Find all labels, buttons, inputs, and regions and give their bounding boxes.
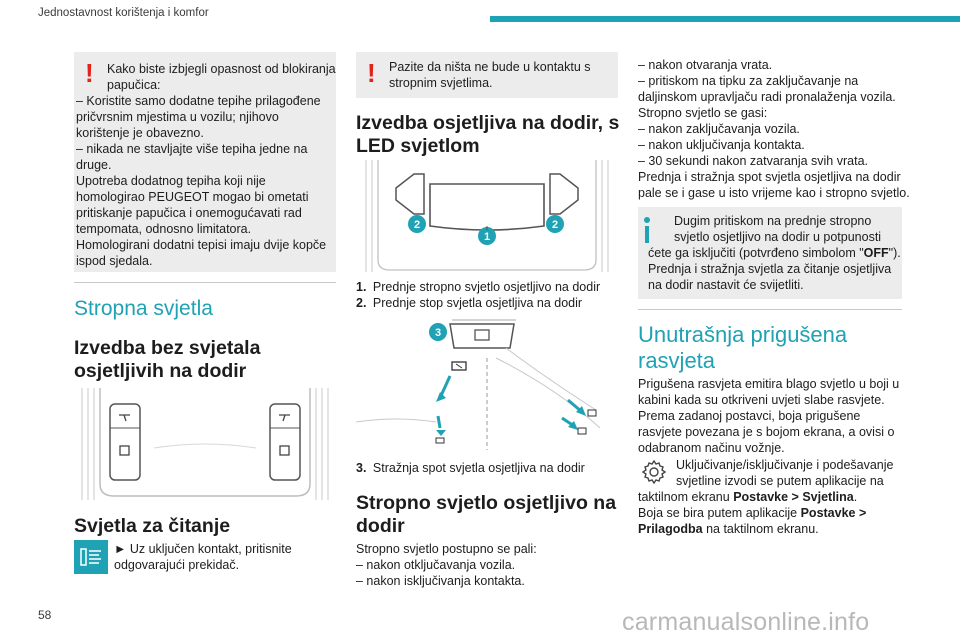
info-text: ćete ga isključiti (potvrđeno simbolom " [648, 246, 864, 260]
title-line: Unutrašnja prigušena [638, 322, 848, 347]
figure-ceiling-console-buttons [74, 388, 336, 500]
figure-front-touch-console [356, 160, 618, 272]
exclamation-icon: ! [85, 58, 94, 88]
legend-item-2 [356, 295, 582, 311]
info-icon [644, 217, 650, 241]
paragraph-line: – 30 sekundi nakon zatvaranja svih vrata. [638, 154, 868, 168]
legend-number: 1. [356, 280, 367, 294]
heading-line: Izvedba bez svjetala [74, 337, 261, 359]
reading-light-icon [74, 540, 108, 574]
legend-item-1 [356, 279, 600, 295]
warning-box-floor-mats [74, 52, 336, 272]
legend-number: 3. [356, 461, 367, 475]
info-line [648, 245, 901, 261]
paragraph-line: – nakon uključivanja kontakta. [638, 138, 805, 152]
ceiling-light-on-conditions [356, 541, 537, 589]
paragraph-line: pale se i gase u isto vrijeme kao i stropno svjetlo. [638, 186, 910, 200]
paragraph-line: svjetline izvodi se putem aplikacije na [676, 474, 884, 488]
exclamation-icon: ! [367, 58, 376, 88]
warning-box-contact [356, 52, 618, 98]
section-title-ceiling-lights: Stropna svjetla [74, 297, 213, 320]
warning-line: Pazite da ništa ne bude u kontaktu s [389, 60, 591, 74]
reading-instruction [114, 541, 292, 573]
heading-line: Stropno svjetlo osjetljivo na [356, 492, 617, 514]
callout-3: 3 [434, 327, 442, 339]
heading-touch-led-version [356, 112, 619, 158]
off-symbol-text: OFF [863, 246, 889, 260]
menu-path-brightness: Postavke > Svjetlina [733, 490, 854, 504]
paragraph-line: Prednja i stražnja spot svjetla osjetljiva na dodir [638, 170, 901, 184]
paragraph-line [638, 489, 908, 505]
legend-text: Stražnja spot svjetla osjetljiva na dodir [372, 461, 585, 475]
paragraph-line: Prigušena rasvjeta emitira blago svjetlo u boji u [638, 377, 900, 391]
divider [638, 309, 902, 310]
instruction-line: odgovarajući prekidač. [114, 558, 240, 572]
instruction-line: ► Uz uključen kontakt, pritisnite [114, 542, 292, 556]
paragraph-line: Prema zadanoj postavci, boja prigušene [638, 409, 861, 423]
divider [74, 282, 336, 283]
heading-line: osjetljivih na dodir [74, 360, 247, 382]
text: na taktilnom ekranu. [702, 522, 819, 536]
paragraph-line: Stropno svjetlo se gasi: [638, 106, 768, 120]
paragraph-line: – nakon otvaranja vrata. [638, 58, 773, 72]
legend-text: Prednje stop svjetla osjetljiva na dodir [372, 296, 583, 310]
heading-line: dodir [356, 515, 405, 537]
warning-line: ispod sjedala. [76, 254, 153, 268]
warning-line: Homologirani dodatni tepisi imaju dvije kopče [76, 238, 327, 252]
info-line: Dugim pritiskom na prednje stropno [674, 214, 872, 228]
warning-line: – Koristite samo dodatne tepihe prilagođene [76, 94, 321, 108]
paragraph-line [638, 521, 908, 537]
info-line: na dodir nastavit će svijetliti. [648, 278, 804, 292]
paragraph-line: – nakon otključavanja vozila. [356, 558, 516, 572]
menu-path-customization: Prilagodba [638, 522, 703, 536]
heading-line: LED svjetlom [356, 135, 480, 157]
legend-item-3 [356, 460, 585, 476]
warning-line: stropnim svjetlima. [389, 76, 493, 90]
paragraph-line: rasvjete povezana je s bojom ekrana, a ovisi o [638, 425, 895, 439]
paragraph-line: odabranom načinu vožnje. [638, 441, 785, 455]
heading-reading-lights: Svjetla za čitanje [74, 515, 231, 537]
header-accent-bar [490, 16, 960, 22]
legend-text: Prednje stropno svjetlo osjetljivo na dodir [372, 280, 601, 294]
ambient-lighting-description [638, 376, 899, 456]
text: . [853, 490, 858, 504]
warning-line: tempomata, odnosno limitatora. [76, 222, 252, 236]
paragraph-line: kabini kada su otkriveni uvjeti slabe rasvjete. [638, 393, 885, 407]
menu-path-settings: Postavke > [800, 506, 867, 520]
warning-line: pritiskanje papučica i onemogućavati rad [76, 206, 302, 220]
callout-1: 1 [483, 231, 491, 243]
warning-line: homologirao PEUGEOT mogao bi ometati [76, 190, 309, 204]
figure-rear-spot-lights [356, 318, 618, 450]
warning-line: druge. [76, 158, 112, 172]
heading-non-touch-version [74, 337, 260, 383]
callout-2-right: 2 [551, 219, 559, 231]
page-number: 58 [38, 608, 52, 622]
ceiling-light-conditions-continued [638, 57, 910, 201]
paragraph-line [638, 505, 908, 521]
paragraph-line: daljinskom upravljaču radi pronalaženja vozila. [638, 90, 896, 104]
warning-line: – nikada ne stavljajte više tepiha jedne na [76, 142, 308, 156]
heading-line: Izvedba osjetljiva na dodir, s [356, 112, 620, 134]
paragraph-line: – nakon zaključavanja vozila. [638, 122, 800, 136]
warning-line: papučica: [107, 78, 161, 92]
warning-line: korištenje je obavezno. [76, 126, 204, 140]
warning-line: pričvrsnim mjestima u vozilu; njihovo [76, 110, 279, 124]
watermark: carmanualsonline.info [622, 608, 870, 636]
callout-2-left: 2 [413, 219, 421, 231]
paragraph-line: – nakon isključivanja kontakta. [356, 574, 525, 588]
running-header: Jednostavnost korištenja i komfor [38, 7, 209, 19]
text: Boja se bira putem aplikacije [638, 506, 801, 520]
text: taktilnom ekranu [638, 490, 734, 504]
paragraph-line: – pritiskom na tipku za zaključavanje na [638, 74, 859, 88]
warning-line: Kako biste izbjegli opasnost od blokiranja [107, 62, 336, 76]
section-title-ambient-lighting [638, 322, 847, 374]
heading-touch-ceiling-light [356, 492, 616, 538]
info-box-long-press [638, 207, 902, 299]
paragraph-line: Uključivanje/isključivanje i podešavanje [676, 458, 894, 472]
ambient-settings-text [638, 457, 908, 537]
title-line: rasvjeta [638, 348, 716, 373]
info-text: "). [888, 246, 901, 260]
legend-number: 2. [356, 296, 367, 310]
info-line: Prednja i stražnja svjetla za čitanje osjetljiva [648, 262, 892, 276]
warning-line: Upotreba dodatnog tepiha koji nije [76, 174, 266, 188]
paragraph-line: Stropno svjetlo postupno se pali: [356, 542, 537, 556]
info-line: svjetlo osjetljivo na dodir u potpunosti [674, 230, 882, 244]
